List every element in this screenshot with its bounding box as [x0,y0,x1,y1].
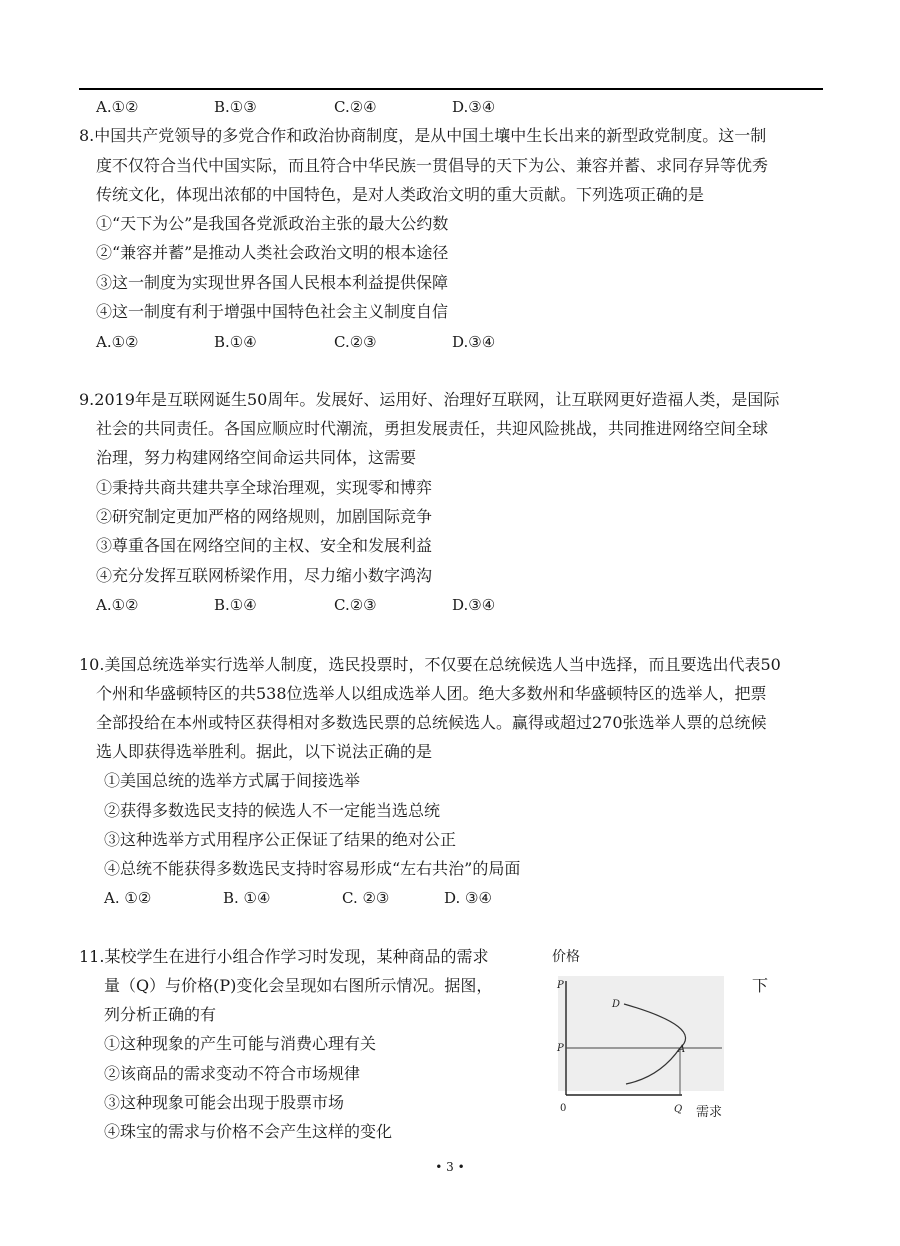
q9-option-a[interactable]: A.①② [96,596,139,614]
axis-p-label: P [557,980,564,991]
q8-option-c[interactable]: C.②③ [334,333,377,351]
q8-item-3: ③这一制度为实现世界各国人民根本利益提供保障 [96,273,449,292]
figure-top-label: 价格 [552,949,580,965]
q8-stem-line-1: 8.中国共产党领导的多党合作和政治协商制度，是从中国土壤中生长出来的新型政党制度。这一制 [79,126,767,145]
q7-options [96,97,495,117]
q7-option-a[interactable]: A.①② [96,98,139,116]
q11-item-1: ①这种现象的产生可能与消费心理有关 [104,1034,377,1053]
q10-stem-line-2: 个州和华盛顿特区的共538位选举人以组成选举人团。绝大多数州和华盛顿特区的选举人，把票 [96,684,767,703]
q8-item-2: ②“兼容并蓄”是推动人类社会政治文明的根本途径 [96,243,449,262]
q10-item-1: ①美国总统的选举方式属于间接选举 [104,771,361,790]
header-rule [79,88,823,90]
q9-stem-line-2: 社会的共同责任。各国应顺应时代潮流，勇担发展责任，共迎风险挑战，共同推进网络空间全球 [96,419,769,438]
q9-stem-line-3: 治理，努力构建网络空间命运共同体，这需要 [96,448,417,467]
q10-stem-line-3: 全部投给在本州或特区获得相对多数选民票的总统候选人。赢得或超过270张选举人票的总统候 [96,713,767,732]
q11-item-4: ④珠宝的需求与价格不会产生这样的变化 [104,1122,393,1141]
origin-label: 0 [560,1103,567,1114]
point-a-label: A [678,1044,686,1055]
q10-option-d[interactable]: D. ③④ [444,889,492,907]
q11-stem-line-2: 量（Q）与价格(P)变化会呈现如右图所示情况。据图， [104,976,493,995]
q7-option-b[interactable]: B.①③ [214,98,257,116]
curve-d-label: D [612,999,621,1010]
q9-option-b[interactable]: B.①④ [214,596,257,614]
q10-stem-line-1: 10.美国总统选举实行选举人制度，选民投票时，不仅要在总统候选人当中选择，而且要选出代表50 [79,655,781,674]
q9-item-2: ②研究制定更加严格的网络规则，加剧国际竞争 [96,507,433,526]
page-number: • 3 • [435,1160,465,1174]
q9-options [96,595,495,615]
q8-option-a[interactable]: A.①② [96,333,139,351]
q9-stem-line-1: 9.2019年是互联网诞生50周年。发展好、运用好、治理好互联网，让互联网更好造福人类，是国际 [79,390,780,409]
q11-stem-line-3: 列分析正确的有 [104,1005,217,1024]
q8-item-4: ④这一制度有利于增强中国特色社会主义制度自信 [96,302,449,321]
q9-item-4: ④充分发挥互联网桥梁作用，尽力缩小数字鸿沟 [96,566,433,585]
q8-options [96,332,495,352]
figure-bottom-label: 需求 [696,1105,723,1120]
q8-item-1: ①“天下为公”是我国各党派政治主张的最大公约数 [96,214,449,233]
q10-item-4: ④总统不能获得多数选民支持时容易形成“左右共治”的局面 [104,859,521,878]
q8-option-d[interactable]: D.③④ [452,333,496,351]
q9-item-3: ③尊重各国在网络空间的主权、安全和发展利益 [96,536,433,555]
q10-item-2: ②获得多数选民支持的候选人不一定能当选总统 [104,801,441,820]
q7-option-c[interactable]: C.②④ [334,98,377,116]
figure-background [558,976,724,1091]
q8-stem-line-3: 传统文化，体现出浓郁的中国特色，是对人类政治文明的重大贡献。下列选项正确的是 [96,185,705,204]
q10-item-3: ③这种选举方式用程序公正保证了结果的绝对公正 [104,830,457,849]
q10-options [104,888,492,908]
q10-option-b[interactable]: B. ①④ [223,889,271,907]
q10-stem-line-4: 选人即获得选举胜利。据此，以下说法正确的是 [96,742,433,761]
q7-option-d[interactable]: D.③④ [452,98,496,116]
q11-item-3: ③这种现象可能会出现于股票市场 [104,1093,345,1112]
q8-option-b[interactable]: B.①④ [214,333,257,351]
q11-stem-line-1: 11.某校学生在进行小组合作学习时发现，某种商品的需求 [79,947,489,966]
q11-item-2: ②该商品的需求变动不符合市场规律 [104,1064,361,1083]
q11-demand-figure [552,945,782,1125]
q9-option-d[interactable]: D.③④ [452,596,496,614]
axis-q-label: Q [674,1104,683,1115]
q9-option-c[interactable]: C.②③ [334,596,377,614]
q8-stem-line-2: 度不仅符合当代中国实际，而且符合中华民族一贯倡导的天下为公、兼容并蓄、求同存异等优秀 [96,156,769,175]
q10-option-a[interactable]: A. ①② [104,889,152,907]
q11-stem-tail: 下 [752,976,769,995]
q10-option-c[interactable]: C. ②③ [342,889,390,907]
point-p-label: P [557,1043,564,1054]
q9-item-1: ①秉持共商共建共享全球治理观，实现零和博弈 [96,478,433,497]
